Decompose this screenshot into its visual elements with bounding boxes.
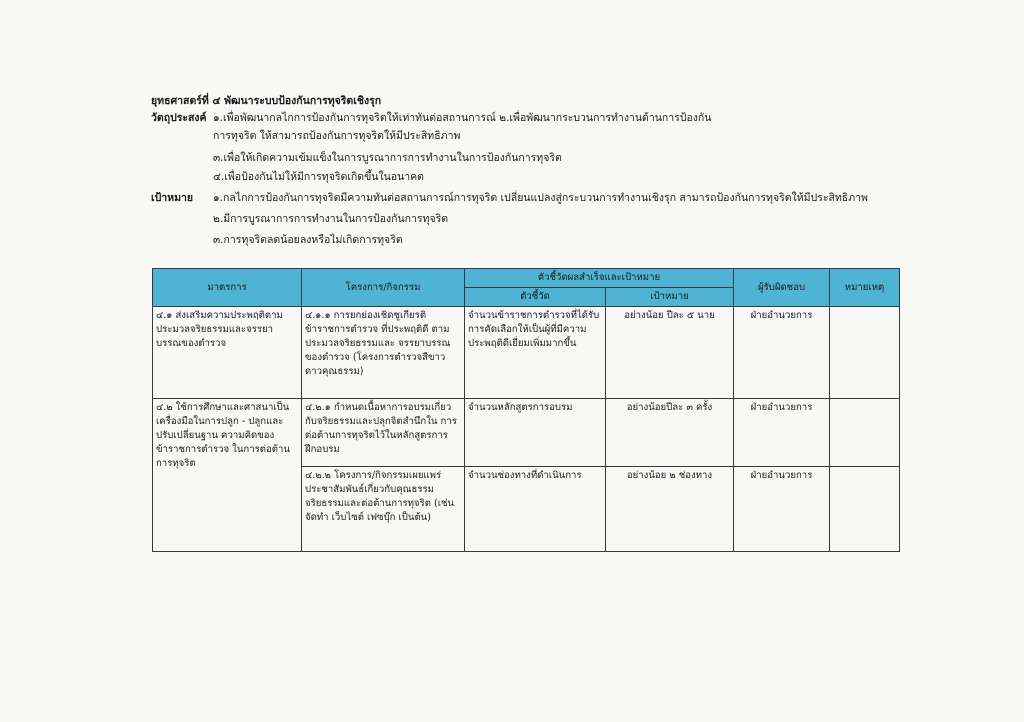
cell-project: ๔.๒.๒ โครงการ/กิจกรรมเผยแพร่ประชาสัมพันธ์เกี่ยวกับคุณธรรมจริยธรรมและต่อต้านการทุจริต (เช่น จัดทำ เว็บไซต์ เฟซบุ๊ก เป็นต้น) — [302, 467, 465, 552]
objective-line: การทุจริต ให้สามารถป้องกันการทุจริตให้มีประสิทธิภาพ — [213, 130, 461, 142]
header-measure: มาตรการ — [153, 269, 302, 307]
cell-remark — [830, 399, 900, 467]
cell-responsible: ฝ่ายอำนวยการ — [734, 307, 830, 399]
strategy-title: ยุทธศาสตร์ที่ ๔ พัฒนาระบบป้องกันการทุจริตเชิงรุก — [151, 95, 382, 107]
header-indicators-group: ตัวชี้วัดผลสำเร็จและเป้าหมาย — [465, 269, 734, 288]
cell-measure: ๔.๒ ใช้การศึกษาและศาสนาเป็นเครื่องมือในการปลูก - ปลูกและปรับเปลี่ยนฐาน ความคิดของข้าราชการตำรวจ ในการต่อต้านการทุจริต — [153, 399, 302, 552]
cell-indicator: จำนวนหลักสูตรการอบรม — [465, 399, 606, 467]
cell-project: ๔.๑.๑ การยกย่องเชิดชูเกียรติ ข้าราชการตำรวจ ที่ประพฤติดี ตามประมวลจริยธรรมและ จรรยาบรรณของตำรวจ (โครงการตำรวจสีขาวดาวคุณธรรม) — [302, 307, 465, 399]
header-target: เป้าหมาย — [606, 288, 734, 307]
table-row — [153, 307, 900, 399]
objective-line: ๓.เพื่อให้เกิดความเข้มแข็งในการบูรณาการการทำงานในการป้องกันการทุจริต — [213, 152, 562, 164]
cell-measure: ๔.๑ ส่งเสริมความประพฤติตามประมวลจริยธรรมและจรรยาบรรณของตำรวจ — [153, 307, 302, 399]
target-line: ๑.กลไกการป้องกันการทุจริตมีความทันต่อสถานการณ์การทุจริต เปลี่ยนแปลงสู่กระบวนการทำงานเชิงรุก สามารถป้องกันการทุจริตให้มีประสิทธิภาพ — [213, 192, 868, 204]
target-line: ๒.มีการบูรณาการการทำงานในการป้องกันการทุจริต — [213, 213, 449, 225]
table-row — [153, 399, 900, 467]
cell-remark — [830, 467, 900, 552]
cell-remark — [830, 307, 900, 399]
header-responsible: ผู้รับผิดชอบ — [734, 269, 830, 307]
target-label: เป้าหมาย — [151, 192, 194, 204]
header-remark: หมายเหตุ — [830, 269, 900, 307]
measures-table — [152, 268, 900, 552]
target-line: ๓.การทุจริตลดน้อยลงหรือไม่เกิดการทุจริต — [213, 234, 403, 246]
cell-responsible: ฝ่ายอำนวยการ — [734, 399, 830, 467]
objective-line: ๔.เพื่อป้องกันไม่ให้มีการทุจริตเกิดขึ้นในอนาคต — [213, 171, 424, 183]
objective-line: ๑.เพื่อพัฒนากลไกการป้องกันการทุจริตให้เท่าทันต่อสถานการณ์ ๒.เพื่อพัฒนากระบวนการทำงานด้านการป้องกัน — [213, 112, 712, 124]
cell-target: อย่างน้อยปีละ ๓ ครั้ง — [606, 399, 734, 467]
table-header-row — [153, 269, 900, 288]
cell-target: อย่างน้อย ปีละ ๕ นาย — [606, 307, 734, 399]
cell-responsible: ฝ่ายอำนวยการ — [734, 467, 830, 552]
header-indicator: ตัวชี้วัด — [465, 288, 606, 307]
cell-target: อย่างน้อย ๒ ช่องทาง — [606, 467, 734, 552]
objective-label: วัตถุประสงค์ — [151, 112, 207, 124]
cell-indicator: จำนวนช่องทางที่ดำเนินการ — [465, 467, 606, 552]
cell-indicator: จำนวนข้าราชการตำรวจที่ได้รับ การคัดเลือกให้เป็นผู้ที่มีความประพฤติดีเยี่ยมเพิ่มมากขึ้น — [465, 307, 606, 399]
header-project: โครงการ/กิจกรรม — [302, 269, 465, 307]
cell-project: ๔.๒.๑ กำหนดเนื้อหาการอบรมเกี่ยวกับจริยธรรมและปลุกจิตสำนึกใน การต่อต้านการทุจริตไว้ในหลักสูตรการ ฝึกอบรม — [302, 399, 465, 467]
